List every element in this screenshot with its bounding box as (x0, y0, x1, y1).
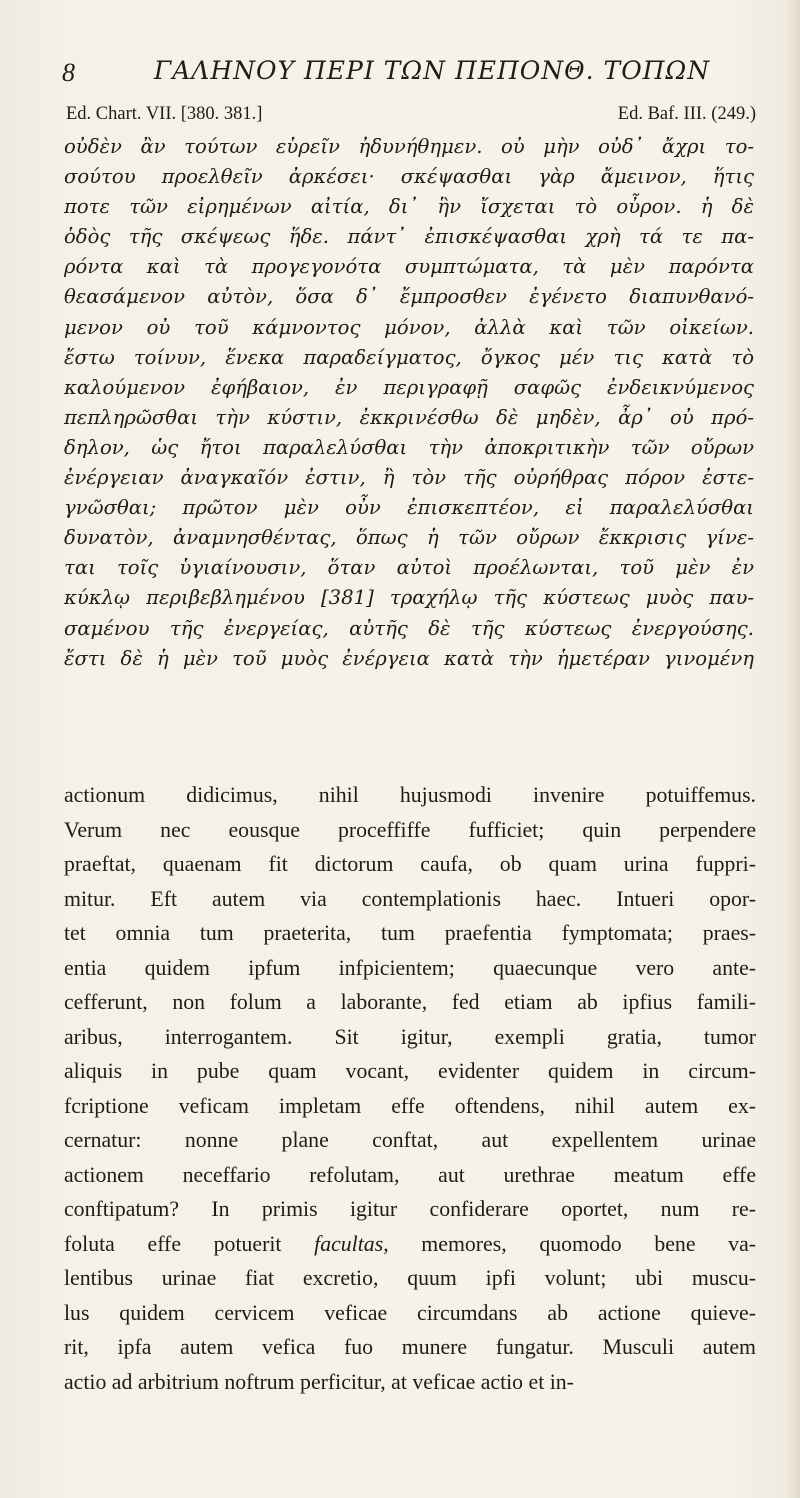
latin-line: rit, ipfa autem vefica fuo munere fungatur. Musculi autem (64, 1335, 756, 1359)
latin-italic-word: facultas (314, 1231, 384, 1256)
greek-line: κύκλῳ περιβεβλημένου [381] τραχήλῳ τῆς κύστεως μυὸς παυ- (64, 586, 754, 610)
greek-line: μενον οὐ τοῦ κάμνοντος μόνον, ἀλλὰ καὶ τῶν οἰκείων. (64, 315, 754, 339)
latin-line: praeftat, quaenam fit dictorum caufa, ob quam urina fuppri- (64, 852, 756, 876)
page-header (62, 54, 752, 94)
greek-line: ἔστω τοίνυν, ἕνεκα παραδείγματος, ὄγκος μέν τις κατὰ τὸ (64, 345, 754, 369)
latin-line: tet omnia tum praeterita, tum praefentia fymptomata; praes- (64, 921, 756, 945)
edition-ref-chartier: Ed. Chart. VII. [380. 381.] (66, 104, 263, 124)
latin-line: actionem neceffario refolutam, aut urethrae meatum effe (64, 1162, 756, 1187)
greek-line: ποτε τῶν εἰρημένων αἰτία, δι᾽ ἣν ἴσχεται τὸ οὖρον. ἡ δὲ (64, 195, 754, 219)
greek-line: δυνατὸν, ἀναμνησθέντας, ὅπως ἡ τῶν οὔρων ἔκκρισις γίνε- (64, 526, 754, 550)
latin-line: lentibus urinae fiat excretio, quum ipfi volunt; ubi muscu- (64, 1266, 756, 1290)
latin-line: Verum nec eousque proceffiffe fufficiet; quin perpendere (64, 817, 756, 842)
latin-line: fcriptione veficam impletam effe oftendens, nihil autem ex- (64, 1093, 756, 1118)
greek-line: ἔστι δὲ ἡ μὲν τοῦ μυὸς ἐνέργεια κατὰ τὴν ἡμετέραν γινομένη (64, 646, 754, 670)
latin-line: cernatur: nonne plane conftat, aut expellentem urinae (64, 1128, 756, 1152)
latin-line: conftipatum? In primis igitur confiderare oportet, num re- (64, 1197, 756, 1221)
greek-line: θεασάμενον αὐτὸν, ὅσα δ᾽ ἔμπροσθεν ἐγένετο διαπυνθανό- (64, 285, 754, 309)
latin-line: lus quidem cervicem veficae circumdans ab actione quieve- (64, 1300, 756, 1325)
latin-line: entia quidem ipfum infpicientem; quaecunque vero ante- (64, 955, 756, 980)
latin-line: actio ad arbitrium noftrum perficitur, at veficae actio et in- (64, 1369, 574, 1394)
greek-line: δηλον, ὡς ἤτοι παραλελύσθαι τὴν ἀποκριτικὴν τῶν οὔρων (64, 435, 754, 459)
latin-translation (64, 778, 756, 1399)
page-number: 8 (62, 58, 75, 87)
greek-line: ται τοῖς ὑγιαίνουσιν, ὅταν αὐτοὶ προέλωνται, τοῦ μὲν ἐν (64, 556, 754, 580)
running-title: ΓΑΛΗΝΟΥ ΠΕΡΙ ΤΩΝ ΠΕΠΟΝΘ. ΤΟΠΩΝ (153, 56, 711, 85)
latin-text-segment: foluta effe potuerit (64, 1231, 282, 1256)
greek-line: ὁδὸς τῆς σκέψεως ἥδε. πάντ᾽ ἐπισκέψασθαι χρὴ τά τε πα- (64, 225, 754, 249)
latin-line: aliquis in pube quam vocant, evidenter quidem in circum- (64, 1059, 756, 1083)
greek-line: σούτου προελθεῖν ἀρκέσει· σκέψασθαι γὰρ ἄμεινον, ἥτις (64, 165, 754, 189)
latin-line: mitur. Eft autem via contemplationis haec. Intueri opor- (64, 886, 756, 911)
greek-line: γνῶσθαι; πρῶτον μὲν οὖν ἐπισκεπτέον, εἰ παραλελύσθαι (64, 496, 754, 520)
greek-line: πεπληρῶσθαι τὴν κύστιν, ἐκκρινέσθω δὲ μηδὲν, ἆρ᾽ οὐ πρό- (64, 405, 754, 429)
latin-line: aribus, interrogantem. Sit igitur, exempli gratia, tumor (64, 1024, 756, 1049)
greek-line: οὐδὲν ἂν τούτων εὑρεῖν ἠδυνήθημεν. οὐ μὴν οὐδ᾽ ἄχρι το- (64, 135, 754, 158)
greek-text (64, 132, 754, 674)
latin-text-segment: , memores, quomodo bene va- (383, 1231, 756, 1256)
latin-line-mixed (64, 1227, 756, 1262)
edition-ref-basel: Ed. Baf. III. (249.) (617, 104, 756, 124)
edition-references (66, 104, 756, 130)
latin-line: actionum didicimus, nihil hujusmodi invenire potuiffemus. (64, 783, 756, 807)
page-edge-shadow (786, 0, 800, 1498)
greek-line: καλούμενον ἐφήβαιον, ἐν περιγραφῇ σαφῶς ἐνδεικνύμενος (64, 375, 754, 399)
latin-line: cefferunt, non folum a laborante, fed etiam ab ipfius famili- (64, 990, 756, 1014)
greek-line: ρόντα καὶ τὰ προγεγονότα συμπτώματα, τὰ μὲν παρόντα (64, 255, 754, 279)
greek-line: ἐνέργειαν ἀναγκαῖόν ἐστιν, ἢ τὸν τῆς οὐρήθρας πόρον ἐστε- (64, 466, 754, 490)
greek-line: σαμένου τῆς ἐνεργείας, αὐτῆς δὲ τῆς κύστεως ἐνεργούσης. (64, 616, 754, 640)
